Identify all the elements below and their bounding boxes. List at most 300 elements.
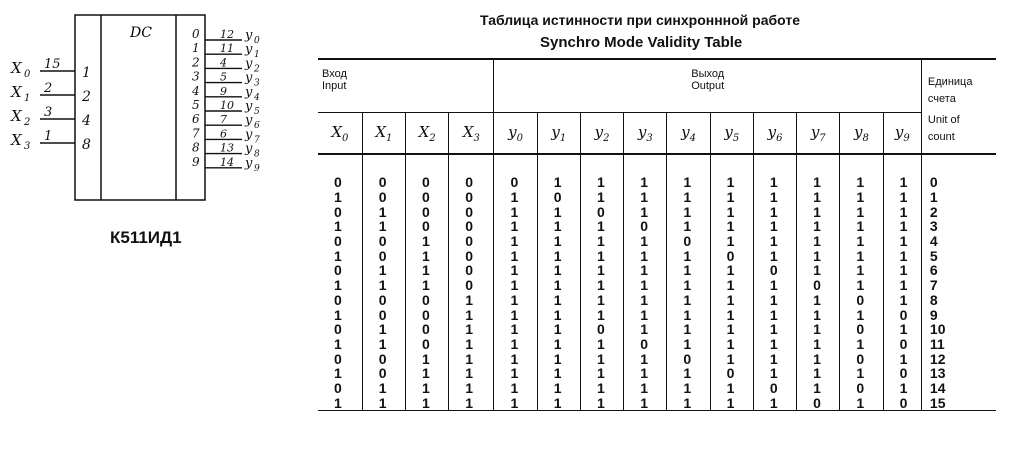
output-signal-name: y <box>245 141 253 157</box>
decoder-schematic <box>0 0 300 260</box>
output-value-cell: 1 <box>580 366 623 381</box>
output-signal-sub: 7 <box>254 135 260 146</box>
output-value-cell: 1 <box>667 154 710 190</box>
output-pin-number: 14 <box>220 155 234 169</box>
output-value-cell: 1 <box>840 366 883 381</box>
output-col-header <box>840 113 883 155</box>
output-pin-number: 12 <box>220 28 234 41</box>
output-value-cell: 1 <box>797 154 840 190</box>
table-row <box>318 366 996 381</box>
output-value-cell: 0 <box>840 293 883 308</box>
output-value-cell: 0 <box>580 204 623 219</box>
input-value-cell: 0 <box>449 219 494 234</box>
input-signal-name: X <box>11 107 22 125</box>
output-value-cell: 0 <box>883 366 921 381</box>
output-signal-sub: 9 <box>254 163 260 174</box>
output-value-cell: 1 <box>710 337 753 352</box>
output-value-cell: 1 <box>840 234 883 249</box>
table-row <box>318 190 996 205</box>
output-value-cell: 1 <box>797 219 840 234</box>
output-value-cell: 1 <box>710 263 753 278</box>
output-signal-name: y <box>245 84 253 100</box>
output-value-cell: 1 <box>710 154 753 190</box>
output-signal-name: y <box>245 113 253 129</box>
table-row <box>318 204 996 219</box>
output-value-cell: 1 <box>840 278 883 293</box>
output-signal-sub: 3 <box>254 78 260 89</box>
output-pin-number: 6 <box>220 127 227 141</box>
output-col-header <box>580 113 623 155</box>
input-value-cell: 0 <box>362 293 405 308</box>
output-value-cell: 1 <box>624 234 667 249</box>
output-value-cell: 1 <box>840 337 883 352</box>
output-value-cell: 1 <box>797 381 840 396</box>
output-value-cell: 1 <box>883 351 921 366</box>
input-value-cell: 1 <box>334 247 342 264</box>
output-value-cell: 1 <box>667 293 710 308</box>
output-value-cell: 1 <box>667 219 710 234</box>
input-value-cell: 0 <box>449 234 494 249</box>
output-value-cell: 1 <box>667 395 710 410</box>
output-value-cell: 1 <box>753 204 796 219</box>
output-value-cell: 0 <box>624 219 667 234</box>
input-value-cell: 0 <box>334 350 342 367</box>
output-value-cell: 1 <box>753 234 796 249</box>
output-pin-number: 9 <box>220 84 227 98</box>
input-bit-weight: 4 <box>82 113 91 129</box>
input-col-header <box>362 113 405 155</box>
output-value-cell: 1 <box>710 351 753 366</box>
input-value-cell: 0 <box>362 307 405 322</box>
output-col-header-symbol: y <box>854 122 863 141</box>
output-value-cell: 1 <box>537 351 580 366</box>
output-col-header <box>883 113 921 155</box>
output-value-cell: 1 <box>667 278 710 293</box>
table-row <box>318 263 996 278</box>
output-index: 2 <box>192 55 200 70</box>
output-value-cell: 0 <box>580 322 623 337</box>
output-value-cell: 0 <box>667 234 710 249</box>
output-value-cell: 1 <box>624 322 667 337</box>
output-value-cell: 1 <box>753 322 796 337</box>
unit-count-cell: 6 <box>921 263 996 278</box>
output-value-cell: 1 <box>494 293 537 308</box>
output-index: 7 <box>192 126 200 141</box>
output-col-header <box>537 113 580 155</box>
output-value-cell: 1 <box>580 337 623 352</box>
output-index: 1 <box>192 41 200 56</box>
output-value-cell: 0 <box>710 366 753 381</box>
output-signal-name: y <box>245 70 253 86</box>
output-value-cell: 1 <box>753 366 796 381</box>
output-value-cell: 1 <box>883 154 921 190</box>
output-value-cell: 1 <box>840 248 883 263</box>
output-col-header-subscript: 8 <box>862 132 869 144</box>
table-row <box>318 307 996 322</box>
output-value-cell: 0 <box>840 322 883 337</box>
output-value-cell: 0 <box>753 381 796 396</box>
output-value-cell: 1 <box>883 278 921 293</box>
output-value-cell: 1 <box>753 351 796 366</box>
output-value-cell: 1 <box>667 381 710 396</box>
output-signal-name: y <box>245 28 253 43</box>
output-value-cell: 1 <box>710 190 753 205</box>
output-value-cell: 1 <box>710 307 753 322</box>
output-value-cell: 1 <box>494 190 537 205</box>
output-value-cell: 0 <box>840 381 883 396</box>
output-value-cell: 1 <box>624 263 667 278</box>
output-value-cell: 1 <box>494 278 537 293</box>
output-value-cell: 1 <box>494 263 537 278</box>
output-value-cell: 1 <box>494 248 537 263</box>
output-col-header-subscript: 4 <box>689 132 696 144</box>
input-col-header-subscript: 2 <box>429 132 436 144</box>
output-col-header-symbol: y <box>810 122 820 141</box>
output-value-cell: 1 <box>537 234 580 249</box>
input-value-cell: 1 <box>334 365 342 382</box>
output-value-cell: 1 <box>797 248 840 263</box>
output-value-cell: 1 <box>624 190 667 205</box>
output-value-cell: 1 <box>494 381 537 396</box>
output-value-cell: 1 <box>537 154 580 190</box>
input-value-cell: 0 <box>362 154 405 190</box>
output-pin-number: 4 <box>220 56 227 70</box>
input-bit-weight: 8 <box>82 137 91 153</box>
output-col-header <box>753 113 796 155</box>
output-value-cell: 1 <box>797 351 840 366</box>
input-signal-name: X <box>11 83 22 101</box>
output-value-cell: 1 <box>840 154 883 190</box>
unit-group-en: Unit of count <box>927 114 960 143</box>
output-value-cell: 1 <box>753 395 796 410</box>
output-value-cell: 1 <box>710 204 753 219</box>
output-value-cell: 1 <box>667 190 710 205</box>
output-value-cell: 1 <box>883 219 921 234</box>
output-signal-sub: 1 <box>254 50 260 61</box>
output-value-cell: 1 <box>883 234 921 249</box>
input-value-cell: 0 <box>405 190 448 205</box>
input-value-cell: 1 <box>334 218 342 235</box>
chip-body <box>75 15 205 200</box>
output-value-cell: 1 <box>494 322 537 337</box>
output-col-header-symbol: y <box>894 122 904 141</box>
output-signal-name: y <box>245 127 253 143</box>
unit-count-cell: 2 <box>921 204 996 219</box>
output-index: 5 <box>192 98 200 112</box>
output-value-cell: 1 <box>710 278 753 293</box>
input-value-cell: 1 <box>449 307 494 322</box>
output-value-cell: 1 <box>753 219 796 234</box>
output-value-cell: 1 <box>883 190 921 205</box>
input-value-cell: 1 <box>362 395 405 410</box>
table-row <box>318 381 996 396</box>
input-value-cell: 0 <box>334 321 342 338</box>
unit-count-cell: 0 <box>921 154 996 190</box>
input-value-cell: 1 <box>405 366 448 381</box>
output-value-cell: 1 <box>797 204 840 219</box>
output-value-cell: 1 <box>580 278 623 293</box>
input-value-cell: 1 <box>449 366 494 381</box>
input-value-cell: 1 <box>449 322 494 337</box>
output-group-en: Output <box>691 80 725 92</box>
input-value-cell: 0 <box>334 379 342 396</box>
output-value-cell: 1 <box>624 351 667 366</box>
input-value-cell: 1 <box>405 351 448 366</box>
input-value-cell: 1 <box>362 219 405 234</box>
input-col-header-subscript: 1 <box>386 132 393 144</box>
output-pin-number: 13 <box>220 141 234 155</box>
output-pin-number: 10 <box>220 99 234 112</box>
input-pin-number: 2 <box>44 81 53 96</box>
table-row <box>318 322 996 337</box>
output-value-cell: 1 <box>753 293 796 308</box>
output-index: 9 <box>192 154 200 169</box>
output-col-header-symbol: y <box>767 122 777 141</box>
output-value-cell: 1 <box>580 381 623 396</box>
input-value-cell: 0 <box>449 263 494 278</box>
output-col-header-symbol: y <box>681 122 690 141</box>
input-value-cell: 1 <box>449 337 494 352</box>
input-value-cell: 0 <box>362 190 405 205</box>
unit-count-cell: 5 <box>921 248 996 263</box>
input-value-cell: 1 <box>334 335 342 352</box>
table-row <box>318 351 996 366</box>
input-value-cell: 0 <box>405 219 448 234</box>
output-value-cell: 1 <box>753 154 796 190</box>
input-value-cell: 0 <box>334 203 342 220</box>
output-value-cell: 1 <box>667 307 710 322</box>
input-signal-sub: 3 <box>24 141 31 152</box>
unit-count-cell: 15 <box>921 395 996 410</box>
output-value-cell: 1 <box>797 322 840 337</box>
input-value-cell: 0 <box>334 291 342 308</box>
input-value-cell: 0 <box>362 351 405 366</box>
output-index: 4 <box>192 83 200 98</box>
table-row <box>318 248 996 263</box>
input-value-cell: 0 <box>405 154 448 190</box>
output-signal-sub: 8 <box>254 149 260 160</box>
output-col-header-subscript: 0 <box>516 132 524 144</box>
output-value-cell: 1 <box>797 307 840 322</box>
unit-count-cell: 9 <box>921 307 996 322</box>
output-value-cell: 1 <box>537 204 580 219</box>
output-value-cell: 0 <box>537 190 580 205</box>
input-value-cell: 1 <box>362 337 405 352</box>
input-value-cell: 1 <box>405 278 448 293</box>
unit-count-cell: 3 <box>921 219 996 234</box>
output-value-cell: 1 <box>797 234 840 249</box>
output-value-cell: 1 <box>840 263 883 278</box>
input-bit-weight: 2 <box>82 89 91 105</box>
output-col-header-subscript: 3 <box>646 132 653 144</box>
input-value-cell: 1 <box>362 322 405 337</box>
unit-count-cell: 11 <box>921 337 996 352</box>
output-col-header-symbol: y <box>637 122 647 141</box>
output-value-cell: 1 <box>537 278 580 293</box>
input-col-header-subscript: 3 <box>473 132 480 144</box>
output-value-cell: 1 <box>537 248 580 263</box>
input-value-cell: 0 <box>405 337 448 352</box>
output-col-header-subscript: 6 <box>776 132 783 144</box>
unit-count-cell: 14 <box>921 381 996 396</box>
output-value-cell: 1 <box>797 293 840 308</box>
output-value-cell: 1 <box>537 366 580 381</box>
output-value-cell: 1 <box>710 234 753 249</box>
output-group-header <box>494 59 921 113</box>
output-value-cell: 1 <box>580 154 623 190</box>
output-value-cell: 1 <box>580 395 623 410</box>
output-value-cell: 0 <box>710 248 753 263</box>
output-index: 8 <box>192 140 200 155</box>
output-value-cell: 0 <box>840 351 883 366</box>
output-index: 3 <box>192 69 200 84</box>
output-col-header <box>624 113 667 155</box>
output-value-cell: 1 <box>667 248 710 263</box>
input-value-cell: 1 <box>334 306 342 323</box>
input-value-cell: 0 <box>362 366 405 381</box>
input-col-header <box>318 113 362 155</box>
input-pins <box>10 57 91 153</box>
input-value-cell: 0 <box>449 248 494 263</box>
output-value-cell: 1 <box>580 248 623 263</box>
input-col-header-symbol: X <box>375 122 387 141</box>
output-value-cell: 1 <box>840 204 883 219</box>
output-value-cell: 0 <box>494 154 537 190</box>
unit-group-ru: Единица счета <box>927 76 973 105</box>
output-value-cell: 1 <box>883 322 921 337</box>
output-value-cell: 1 <box>624 395 667 410</box>
input-value-cell: 1 <box>405 234 448 249</box>
input-value-cell: 0 <box>405 293 448 308</box>
output-value-cell: 1 <box>753 337 796 352</box>
table-row <box>318 278 996 293</box>
output-value-cell: 1 <box>883 248 921 263</box>
unit-count-cell: 4 <box>921 234 996 249</box>
output-value-cell: 1 <box>537 293 580 308</box>
input-pin-number: 1 <box>44 129 53 144</box>
output-index: 6 <box>192 112 200 127</box>
output-value-cell: 1 <box>580 234 623 249</box>
output-value-cell: 1 <box>624 248 667 263</box>
input-value-cell: 0 <box>405 307 448 322</box>
output-pin-number: 7 <box>220 113 227 127</box>
input-signal-sub: 0 <box>24 69 31 80</box>
output-signal-name: y <box>245 56 253 72</box>
input-value-cell: 0 <box>405 322 448 337</box>
unit-group-header <box>921 59 996 154</box>
input-value-cell: 0 <box>362 234 405 249</box>
output-value-cell: 1 <box>494 307 537 322</box>
input-value-cell: 0 <box>449 190 494 205</box>
output-col-header <box>710 113 753 155</box>
input-value-cell: 1 <box>405 395 448 410</box>
output-value-cell: 1 <box>494 395 537 410</box>
unit-count-cell: 7 <box>921 278 996 293</box>
output-col-header-subscript: 2 <box>603 132 610 144</box>
input-value-cell: 1 <box>405 263 448 278</box>
output-value-cell: 1 <box>710 395 753 410</box>
chip-name: К511ИД1 <box>110 228 182 247</box>
output-value-cell: 1 <box>797 337 840 352</box>
input-value-cell: 0 <box>449 154 494 190</box>
input-group-ru: Вход <box>322 68 347 80</box>
input-signal-sub: 1 <box>24 93 31 104</box>
input-bit-weight: 1 <box>82 65 91 81</box>
output-value-cell: 1 <box>494 337 537 352</box>
output-value-cell: 1 <box>883 204 921 219</box>
input-value-cell: 1 <box>334 277 342 294</box>
table-title-ru: Таблица истинности при синхроннной работе <box>480 12 801 28</box>
input-value-cell: 0 <box>405 204 448 219</box>
output-value-cell: 1 <box>624 293 667 308</box>
unit-count-cell: 13 <box>921 366 996 381</box>
input-col-header-symbol: X <box>331 122 343 141</box>
input-signal-name: X <box>11 131 22 149</box>
output-value-cell: 1 <box>753 248 796 263</box>
output-value-cell: 1 <box>840 190 883 205</box>
output-value-cell: 1 <box>667 366 710 381</box>
output-value-cell: 1 <box>753 278 796 293</box>
input-value-cell: 0 <box>362 248 405 263</box>
output-index: 0 <box>192 27 200 41</box>
output-value-cell: 1 <box>710 293 753 308</box>
output-value-cell: 1 <box>537 219 580 234</box>
output-value-cell: 1 <box>667 337 710 352</box>
output-signal-name: y <box>245 99 253 114</box>
output-pins <box>191 27 260 174</box>
output-value-cell: 0 <box>753 263 796 278</box>
unit-count-cell: 12 <box>921 351 996 366</box>
output-col-header <box>494 113 537 155</box>
input-group-header <box>318 59 494 113</box>
table-row <box>318 293 996 308</box>
input-value-cell: 1 <box>405 248 448 263</box>
table-row <box>318 234 996 249</box>
output-value-cell: 0 <box>797 395 840 410</box>
output-value-cell: 0 <box>883 307 921 322</box>
output-value-cell: 1 <box>667 263 710 278</box>
table-title-en: Synchro Mode Validity Table <box>540 34 743 51</box>
input-value-cell: 1 <box>449 395 494 410</box>
output-signal-sub: 5 <box>254 107 260 117</box>
output-col-header <box>667 113 710 155</box>
output-value-cell: 1 <box>667 322 710 337</box>
output-value-cell: 1 <box>624 366 667 381</box>
output-value-cell: 1 <box>840 307 883 322</box>
output-value-cell: 1 <box>494 204 537 219</box>
unit-count-cell: 10 <box>921 322 996 337</box>
output-value-cell: 1 <box>840 395 883 410</box>
input-value-cell: 1 <box>334 189 342 206</box>
output-value-cell: 1 <box>624 381 667 396</box>
output-group-ru: Выход <box>691 68 725 80</box>
output-value-cell: 1 <box>797 366 840 381</box>
output-signal-name: y <box>245 42 253 58</box>
output-value-cell: 1 <box>710 381 753 396</box>
output-value-cell: 1 <box>580 190 623 205</box>
input-value-cell: 0 <box>334 262 342 279</box>
output-value-cell: 1 <box>797 263 840 278</box>
unit-count-cell: 8 <box>921 293 996 308</box>
output-value-cell: 1 <box>494 219 537 234</box>
output-value-cell: 1 <box>537 322 580 337</box>
table-row <box>318 154 996 190</box>
table-row <box>318 337 996 352</box>
input-value-cell: 0 <box>449 204 494 219</box>
output-col-header-subscript: 1 <box>559 132 567 144</box>
output-value-cell: 1 <box>580 293 623 308</box>
table-row <box>318 395 996 410</box>
